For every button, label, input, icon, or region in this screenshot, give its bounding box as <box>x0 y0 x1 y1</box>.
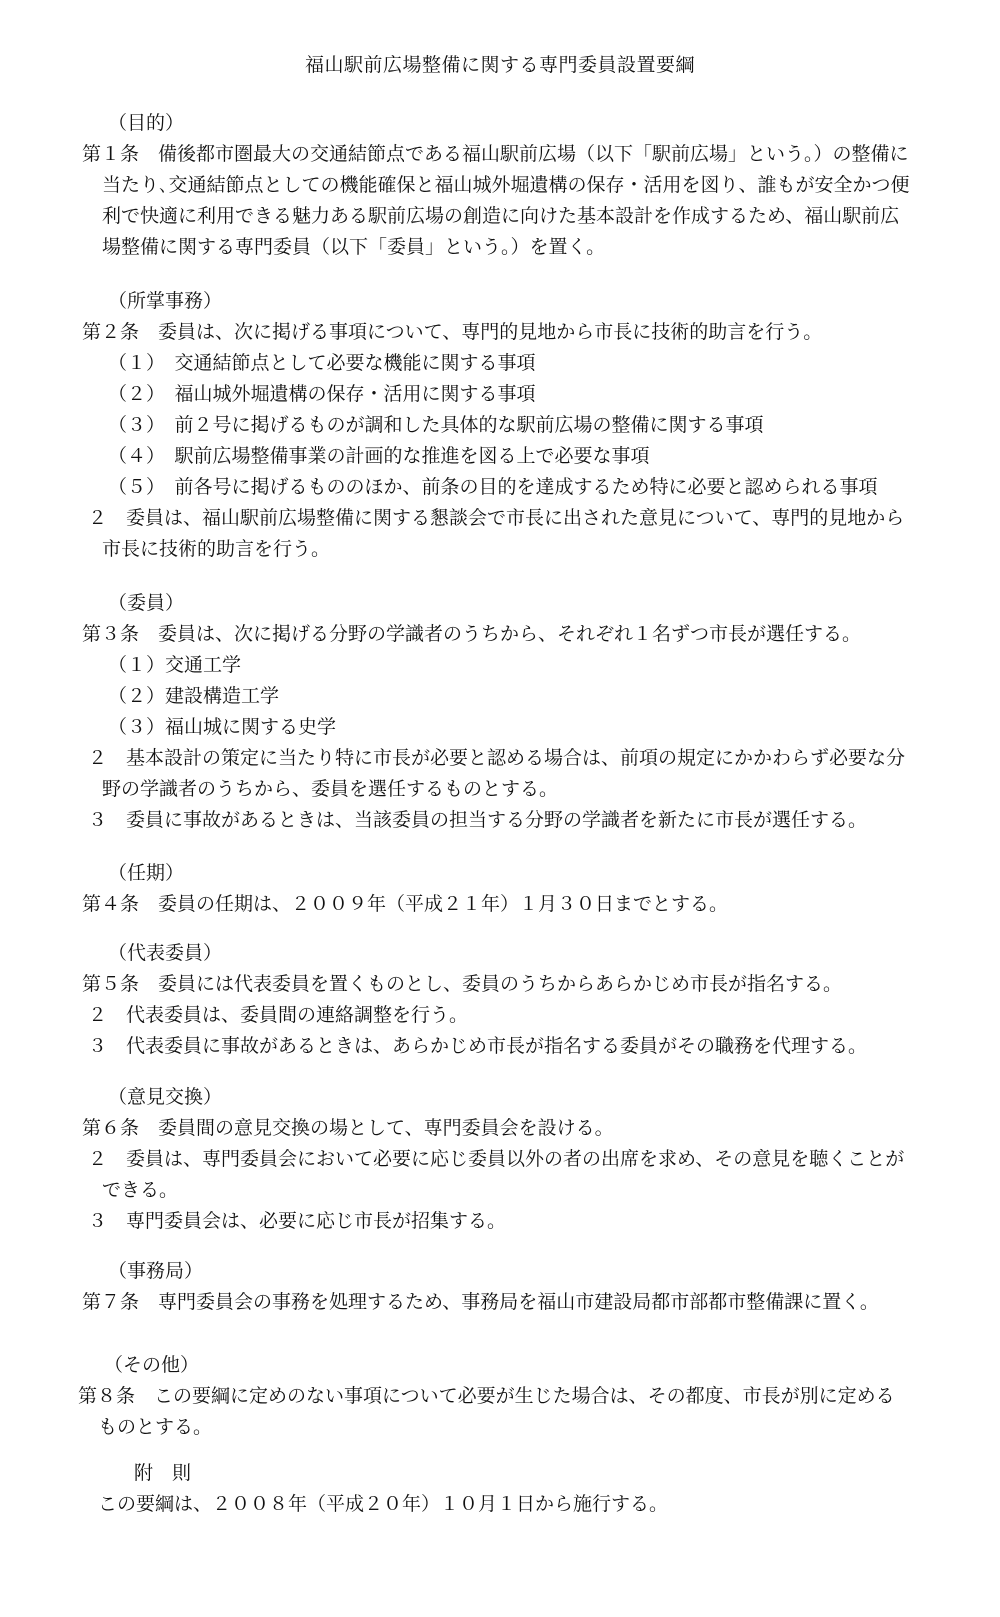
paragraph-line: できる。 <box>102 1179 179 1201</box>
section-supplementary <box>78 1458 928 1520</box>
list-item: （１） 交通結節点として必要な機能に関する事項 <box>108 352 536 374</box>
article-line: 第５条 委員には代表委員を置くものとし、委員のうちからあらかじめ市長が指名する。 <box>82 973 843 995</box>
section-secretariat <box>82 1256 932 1318</box>
section-representative <box>82 938 932 1062</box>
article-line: 第６条 委員間の意見交換の場として、専門委員会を設ける。 <box>82 1117 614 1139</box>
paragraph-line: ２ 代表委員は、委員間の連絡調整を行う。 <box>88 1004 469 1026</box>
article-line: ものとする。 <box>98 1416 213 1438</box>
document-title: 福山駅前広場整備に関する専門委員設置要綱 <box>304 54 695 76</box>
paragraph-line: ３ 代表委員に事故があるときは、あらかじめ市長が指名する委員がその職務を代理する。 <box>88 1035 868 1057</box>
section-purpose <box>82 108 932 263</box>
article-line: 当たり､交通結節点としての機能確保と福山城外堀遺構の保存・活用を図り、誰もが安全かつ便 <box>102 174 910 196</box>
article-line: 第８条 この要綱に定めのない事項について必要が生じた場合は、その都度、市長が別に定める <box>78 1385 895 1407</box>
section-heading: （事務局） <box>108 1260 204 1282</box>
section-term <box>82 858 932 920</box>
paragraph-line: ２ 基本設計の策定に当たり特に市長が必要と認める場合は、前項の規定にかかわらず必要な分 <box>88 747 906 769</box>
section-heading: （意見交換） <box>108 1086 223 1108</box>
article-line: 第１条 備後都市圏最大の交通結節点である福山駅前広場（以下「駅前広場」という。）の整備に <box>82 143 909 165</box>
article-line: 第７条 専門委員会の事務を処理するため、事務局を福山市建設局都市部都市整備課に置く。 <box>82 1291 879 1313</box>
list-item: （１）交通工学 <box>108 654 242 676</box>
section-duties <box>82 286 932 565</box>
section-heading: （代表委員） <box>108 942 223 964</box>
section-heading: （その他） <box>104 1354 200 1376</box>
section-heading: （目的） <box>108 112 185 134</box>
paragraph-line: 市長に技術的助言を行う。 <box>102 538 331 560</box>
article-line: 第３条 委員は、次に掲げる分野の学識者のうちから、それぞれ１名ずつ市長が選任する。 <box>82 623 862 645</box>
article-line: 場整備に関する専門委員（以下「委員」という。）を置く。 <box>102 236 606 258</box>
section-heading: （任期） <box>108 862 185 884</box>
paragraph-line: ２ 委員は、福山駅前広場整備に関する懇談会で市長に出された意見について、専門的見地から <box>88 507 905 529</box>
supplementary-body: この要綱は、２００８年（平成２０年）１０月１日から施行する。 <box>98 1493 669 1515</box>
article-line: 利で快適に利用できる魅力ある駅前広場の創造に向けた基本設計を作成するため、福山駅前広 <box>102 205 900 227</box>
supplementary-heading: 附 則 <box>134 1462 192 1484</box>
paragraph-line: ２ 委員は、専門委員会において必要に応じ委員以外の者の出席を求め、その意見を聴くことが <box>88 1148 905 1170</box>
section-heading: （委員） <box>108 592 185 614</box>
list-item: （３） 前２号に掲げるものが調和した具体的な駅前広場の整備に関する事項 <box>108 414 764 436</box>
list-item: （３）福山城に関する史学 <box>108 716 337 738</box>
list-item: （４） 駅前広場整備事業の計画的な推進を図る上で必要な事項 <box>108 445 650 467</box>
list-item: （５） 前各号に掲げるもののほか、前条の目的を達成するため特に必要と認められる事項 <box>108 476 878 498</box>
section-heading: （所掌事務） <box>108 290 223 312</box>
article-line: 第２条 委員は、次に掲げる事項について、専門的見地から市長に技術的助言を行う。 <box>82 321 823 343</box>
article-line: 第４条 委員の任期は、２００９年（平成２１年）１月３０日までとする。 <box>82 893 729 915</box>
section-exchange <box>82 1082 932 1237</box>
list-item: （２） 福山城外堀遺構の保存・活用に関する事項 <box>108 383 536 405</box>
section-members <box>82 588 932 836</box>
section-other <box>78 1350 928 1443</box>
paragraph-line: 野の学識者のうちから、委員を選任するものとする。 <box>102 778 559 800</box>
paragraph-line: ３ 委員に事故があるときは、当該委員の担当する分野の学識者を新たに市長が選任する。 <box>88 809 868 831</box>
paragraph-line: ３ 専門委員会は、必要に応じ市長が招集する。 <box>88 1210 507 1232</box>
list-item: （２）建設構造工学 <box>108 685 280 707</box>
